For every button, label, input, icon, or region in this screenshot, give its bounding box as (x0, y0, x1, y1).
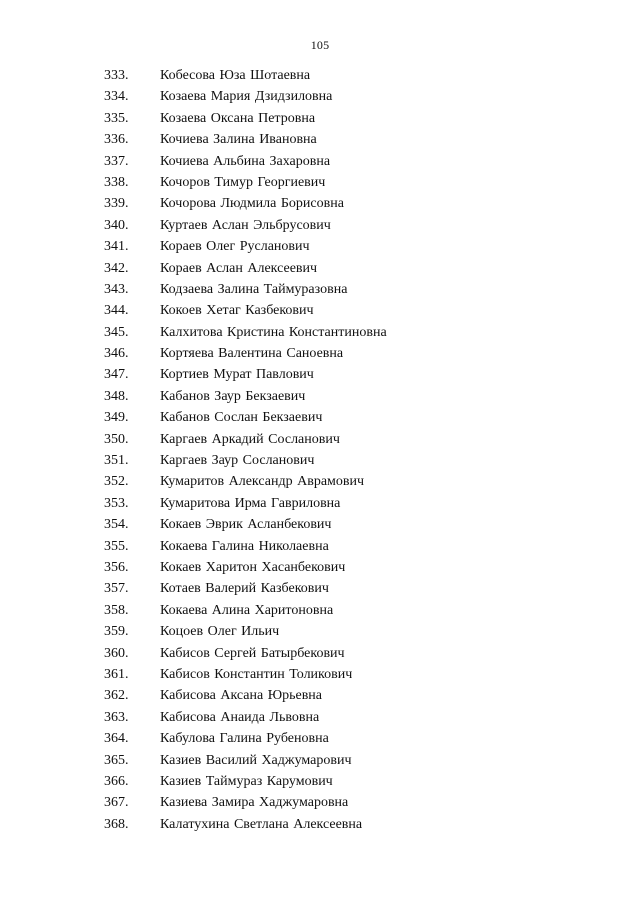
list-item (0, 193, 640, 214)
person-name: Кортиев Мурат Павлович (160, 367, 314, 383)
person-name: Кодзаева Залина Таймуразовна (160, 281, 348, 297)
list-item (0, 172, 640, 193)
person-name: Кокоев Хетаг Казбекович (160, 303, 314, 319)
person-name: Кабисов Сергей Батырбекович (160, 645, 345, 661)
item-number: 336. (104, 132, 129, 148)
person-name: Казиев Таймураз Карумович (160, 773, 333, 789)
item-number: 366. (104, 773, 129, 789)
person-name: Кабисова Анаида Львовна (160, 709, 320, 725)
list-item (0, 750, 640, 771)
list-item (0, 129, 640, 150)
item-number: 337. (104, 153, 129, 169)
person-name: Кобесова Юза Шотаевна (160, 68, 311, 83)
item-number: 354. (104, 517, 129, 533)
item-number: 356. (104, 559, 129, 575)
item-number: 339. (104, 196, 129, 212)
list-item (0, 578, 640, 599)
list-item (0, 771, 640, 792)
list-item (0, 600, 640, 621)
list-item (0, 300, 640, 321)
person-name: Кабанов Сослан Бекзаевич (160, 410, 323, 426)
item-number: 348. (104, 388, 129, 404)
list-item (0, 557, 640, 578)
list-item (0, 685, 640, 706)
item-number: 359. (104, 624, 129, 640)
item-number: 351. (104, 453, 129, 469)
item-number: 334. (104, 89, 129, 105)
list-item (0, 814, 640, 835)
list-item (0, 621, 640, 642)
list-item (0, 536, 640, 557)
person-name: Котаев Валерий Казбекович (160, 581, 329, 597)
item-number: 352. (104, 474, 129, 490)
item-number: 342. (104, 260, 129, 276)
person-name: Кораев Олег Русланович (160, 239, 310, 255)
name-list (0, 65, 640, 835)
list-item (0, 728, 640, 749)
item-number: 347. (104, 367, 129, 383)
item-number: 365. (104, 752, 129, 768)
list-item (0, 108, 640, 129)
list-item (0, 493, 640, 514)
list-item (0, 471, 640, 492)
list-item (0, 215, 640, 236)
person-name: Кокаева Алина Харитоновна (160, 602, 334, 618)
person-name: Казиева Замира Хаджумаровна (160, 795, 349, 811)
list-item (0, 343, 640, 364)
list-item (0, 65, 640, 86)
list-item (0, 450, 640, 471)
person-name: Калатухина Светлана Алексеевна (160, 816, 363, 832)
item-number: 353. (104, 495, 129, 511)
person-name: Козаева Мария Дзидзиловна (160, 89, 333, 105)
item-number: 361. (104, 666, 129, 682)
person-name: Коцоев Олег Ильич (160, 624, 280, 640)
person-name: Кабанов Заур Бекзаевич (160, 388, 306, 404)
item-number: 357. (104, 581, 129, 597)
person-name: Кочиева Залина Ивановна (160, 132, 317, 148)
person-name: Кабисова Аксана Юрьевна (160, 688, 323, 704)
list-item (0, 407, 640, 428)
item-number: 350. (104, 431, 129, 447)
list-item (0, 258, 640, 279)
list-item (0, 386, 640, 407)
item-number: 362. (104, 688, 129, 704)
list-item (0, 279, 640, 300)
list-item (0, 514, 640, 535)
item-number: 368. (104, 816, 129, 832)
item-number: 341. (104, 239, 129, 255)
person-name: Каргаев Аркадий Сосланович (160, 431, 340, 447)
item-number: 349. (104, 410, 129, 426)
person-name: Калхитова Кристина Константиновна (160, 324, 387, 340)
person-name: Кабулова Галина Рубеновна (160, 731, 329, 747)
item-number: 364. (104, 731, 129, 747)
item-number: 338. (104, 174, 129, 190)
item-number: 333. (104, 68, 129, 83)
list-item (0, 151, 640, 172)
page-number: 105 (310, 38, 330, 52)
item-number: 343. (104, 281, 129, 297)
item-number: 345. (104, 324, 129, 340)
person-name: Кокаев Эврик Асланбекович (160, 517, 332, 533)
person-name: Кочиева Альбина Захаровна (160, 153, 331, 169)
item-number: 360. (104, 645, 129, 661)
person-name: Кабисов Константин Толикович (160, 666, 353, 682)
list-item (0, 86, 640, 107)
item-number: 358. (104, 602, 129, 618)
list-item (0, 236, 640, 257)
list-item (0, 322, 640, 343)
person-name: Кумаритов Александр Аврамович (160, 474, 365, 490)
list-item (0, 364, 640, 385)
item-number: 355. (104, 538, 129, 554)
person-name: Кумаритова Ирма Гавриловна (160, 495, 341, 511)
item-number: 344. (104, 303, 129, 319)
list-item (0, 792, 640, 813)
item-number: 367. (104, 795, 129, 811)
person-name: Казиев Василий Хаджумарович (160, 752, 352, 768)
item-number: 335. (104, 110, 129, 126)
item-number: 346. (104, 346, 129, 362)
person-name: Кочоров Тимур Георгиевич (160, 174, 326, 190)
list-item (0, 664, 640, 685)
person-name: Куртаев Аслан Эльбрусович (160, 217, 331, 233)
item-number: 340. (104, 217, 129, 233)
person-name: Кокаев Харитон Хасанбекович (160, 559, 346, 575)
person-name: Каргаев Заур Сосланович (160, 453, 315, 469)
person-name: Кортяева Валентина Саноевна (160, 346, 344, 362)
list-item (0, 707, 640, 728)
person-name: Кочорова Людмила Борисовна (160, 196, 344, 212)
list-item (0, 429, 640, 450)
person-name: Козаева Оксана Петровна (160, 110, 316, 126)
person-name: Кокаева Галина Николаевна (160, 538, 329, 554)
person-name: Кораев Аслан Алексеевич (160, 260, 318, 276)
item-number: 363. (104, 709, 129, 725)
list-item (0, 643, 640, 664)
